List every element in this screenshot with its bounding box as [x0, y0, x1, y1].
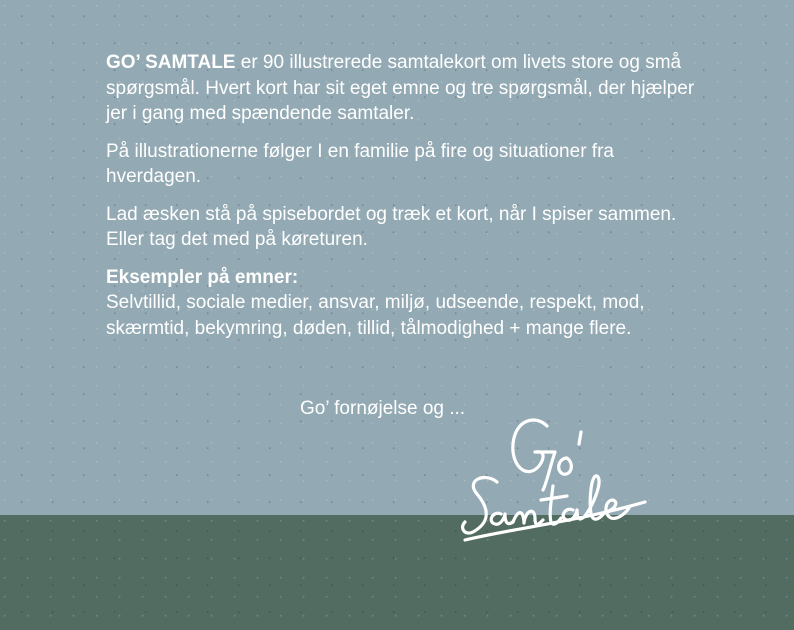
examples-heading: Eksempler på emner: — [106, 266, 299, 288]
description-block — [106, 50, 706, 341]
illustrations-paragraph: På illustrationerne følger I en familie på fire og situationer fra hverdagen. — [106, 140, 614, 187]
examples-text: Selvtillid, sociale medier, ansvar, miljø, udseende, respekt, mod, skærmtid, bekymring, døden, tillid, tålmodighed + mange flere. — [106, 292, 645, 339]
bottom-band — [0, 515, 794, 630]
intro-paragraph — [106, 50, 706, 127]
go-samtale-logo — [455, 410, 665, 560]
examples-paragraph — [106, 265, 706, 342]
brand-name: GO’ SAMTALE — [106, 52, 236, 73]
usage-paragraph: Lad æsken stå på spisebordet og træk et kort, når I spiser sammen. Eller tag det med på køreturen. — [106, 203, 677, 250]
intro-text: er 90 illustrerede samtalekort om livets store og små spørgsmål. Hvert kort har sit eget emne og tre spørgsmål, der hjælper jer i gang med spændende samtaler. — [106, 52, 695, 124]
signoff-text: Go’ fornøjelse og ... — [300, 398, 466, 419]
